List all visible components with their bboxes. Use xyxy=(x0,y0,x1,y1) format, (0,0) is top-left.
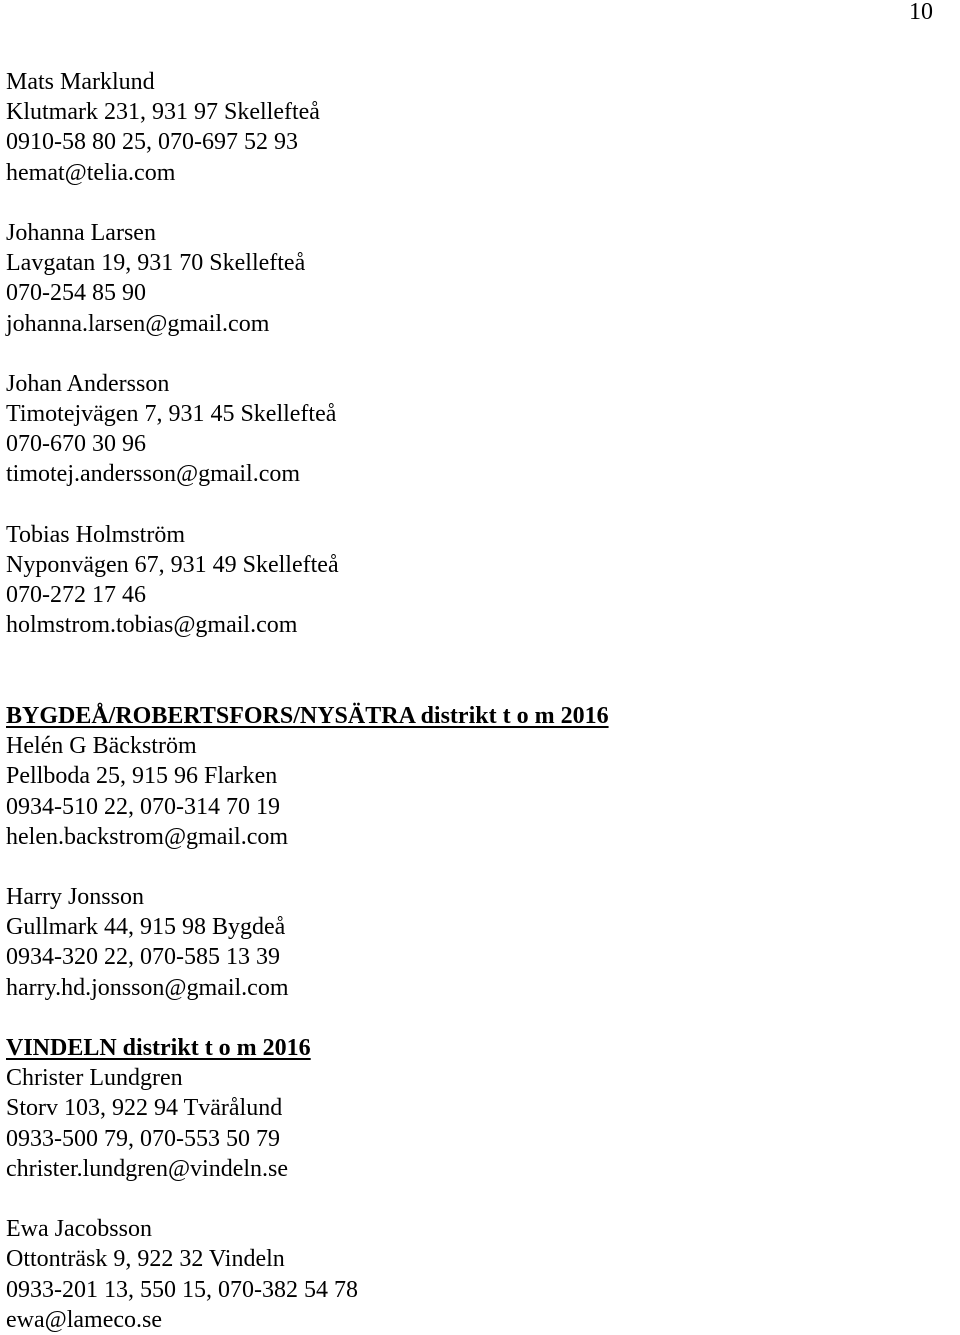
district-heading: BYGDEÅ/ROBERTSFORS/NYSÄTRA distrikt t o m 2016 xyxy=(6,702,609,729)
contact-card xyxy=(6,882,946,1003)
contact-email: johanna.larsen@gmail.com xyxy=(6,310,270,337)
contact-email: timotej.andersson@gmail.com xyxy=(6,461,301,488)
contact-email: christer.lundgren@vindeln.se xyxy=(6,1155,289,1182)
contact-address: Klutmark 231, 931 97 Skellefteå xyxy=(6,99,320,126)
district-heading: VINDELN distrikt t o m 2016 xyxy=(6,1035,311,1061)
contact-address: Timotejvägen 7, 931 45 Skellefteå xyxy=(6,401,337,428)
contact-email: holmstrom.tobias@gmail.com xyxy=(6,612,298,639)
district-section xyxy=(6,1033,946,1335)
contact-phone: 0934-320 22, 070-585 13 39 xyxy=(6,944,280,971)
contact-card xyxy=(6,1063,946,1184)
contact-card xyxy=(6,67,946,188)
contact-name: Mats Marklund xyxy=(6,69,155,95)
contact-phone: 0933-500 79, 070-553 50 79 xyxy=(6,1125,280,1152)
contact-phone: 0934-510 22, 070-314 70 19 xyxy=(6,793,280,820)
contact-card xyxy=(6,731,946,852)
contact-address: Lavgatan 19, 931 70 Skellefteå xyxy=(6,250,306,277)
spacer xyxy=(6,1184,946,1214)
contact-address: Gullmark 44, 915 98 Bygdeå xyxy=(6,914,286,941)
contact-email: ewa@lameco.se xyxy=(6,1306,163,1333)
contact-card xyxy=(6,1214,946,1335)
page-number: 10 xyxy=(909,0,933,25)
contact-email: harry.hd.jonsson@gmail.com xyxy=(6,974,289,1001)
contact-address: Ottonträsk 9, 922 32 Vindeln xyxy=(6,1246,285,1273)
contact-name: Helén G Bäckström xyxy=(6,733,197,760)
spacer xyxy=(6,339,946,369)
spacer xyxy=(6,188,946,218)
contact-address: Pellboda 25, 915 96 Flarken xyxy=(6,763,278,790)
district-section xyxy=(6,701,946,1003)
contact-card xyxy=(6,520,946,641)
spacer xyxy=(6,671,946,701)
contact-name: Ewa Jacobsson xyxy=(6,1216,152,1243)
contact-phone: 070-272 17 46 xyxy=(6,582,146,609)
contact-name: Christer Lundgren xyxy=(6,1065,183,1092)
contact-card xyxy=(6,369,946,490)
contact-phone: 0910-58 80 25, 070-697 52 93 xyxy=(6,129,298,156)
contact-email: hemat@telia.com xyxy=(6,159,176,186)
contact-name: Johanna Larsen xyxy=(6,219,156,246)
contact-name: Harry Jonsson xyxy=(6,884,144,911)
contact-phone: 0933-201 13, 550 15, 070-382 54 78 xyxy=(6,1276,358,1303)
contact-email: helen.backstrom@gmail.com xyxy=(6,823,289,850)
contact-phone: 070-670 30 96 xyxy=(6,431,146,458)
contact-name: Tobias Holmström xyxy=(6,521,185,548)
contact-address: Nyponvägen 67, 931 49 Skellefteå xyxy=(6,552,339,578)
spacer xyxy=(6,490,946,520)
contact-card xyxy=(6,218,946,339)
spacer xyxy=(6,641,946,671)
spacer xyxy=(6,1003,946,1033)
contact-address: Storv 103, 922 94 Tvärålund xyxy=(6,1095,283,1122)
contact-phone: 070-254 85 90 xyxy=(6,280,146,307)
contact-list xyxy=(6,67,946,1335)
spacer xyxy=(6,852,946,882)
contact-name: Johan Andersson xyxy=(6,370,170,397)
